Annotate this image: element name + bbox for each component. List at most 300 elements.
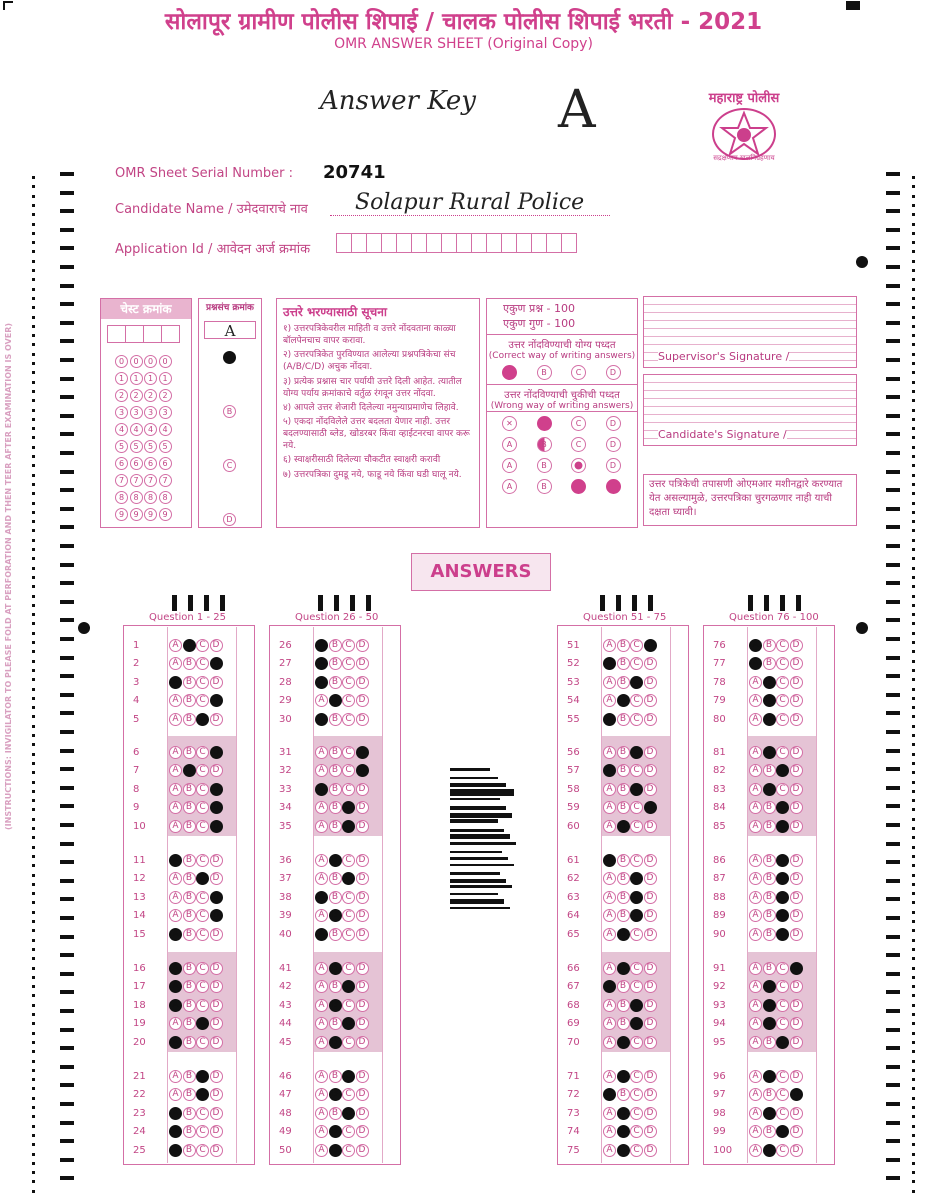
answer-bubble-b[interactable]: B: [329, 872, 342, 885]
answer-bubble-a[interactable]: A: [315, 764, 328, 777]
chest-bubble[interactable]: 7: [144, 474, 157, 487]
answer-bubble-a[interactable]: A: [169, 962, 182, 975]
answer-bubble-d[interactable]: D: [790, 872, 803, 885]
chest-bubble[interactable]: 4: [144, 423, 157, 436]
answer-bubble-a[interactable]: A: [315, 1088, 328, 1101]
answer-bubble-d[interactable]: D: [644, 1125, 657, 1138]
answer-bubble-b[interactable]: B: [183, 1107, 196, 1120]
answer-bubble-b[interactable]: B: [329, 676, 342, 689]
chest-bubble[interactable]: 1: [144, 372, 157, 385]
answer-bubble-c[interactable]: C: [630, 999, 643, 1012]
answer-bubble-d[interactable]: D: [790, 928, 803, 941]
answer-bubble-d[interactable]: D: [644, 657, 657, 670]
answer-bubble-b[interactable]: B: [763, 1017, 776, 1030]
answer-bubble-c[interactable]: C: [630, 820, 643, 833]
answer-bubble-b[interactable]: B: [183, 657, 196, 670]
answer-bubble-b[interactable]: B: [763, 746, 776, 759]
answer-bubble-c[interactable]: C: [342, 1088, 355, 1101]
answer-bubble-b[interactable]: B: [183, 713, 196, 726]
chest-bubble[interactable]: 4: [159, 423, 172, 436]
answer-bubble-a[interactable]: A: [315, 820, 328, 833]
answer-bubble-d[interactable]: D: [356, 1070, 369, 1083]
answer-bubble-c[interactable]: C: [342, 1070, 355, 1083]
answer-bubble-d[interactable]: D: [356, 962, 369, 975]
answer-bubble-c[interactable]: C: [196, 1017, 209, 1030]
answer-bubble-d[interactable]: D: [790, 764, 803, 777]
answer-bubble-a[interactable]: A: [169, 1017, 182, 1030]
answer-bubble-a[interactable]: A: [603, 713, 616, 726]
answer-bubble-d[interactable]: D: [356, 639, 369, 652]
answer-bubble-b[interactable]: B: [183, 1017, 196, 1030]
answer-bubble-a[interactable]: A: [749, 676, 762, 689]
answer-bubble-b[interactable]: B: [183, 854, 196, 867]
answer-bubble-d[interactable]: D: [356, 1144, 369, 1157]
chest-bubble[interactable]: 7: [130, 474, 143, 487]
answer-bubble-d[interactable]: D: [210, 962, 223, 975]
answer-bubble-a[interactable]: A: [603, 872, 616, 885]
answer-bubble-d[interactable]: D: [644, 1070, 657, 1083]
answer-bubble-b[interactable]: B: [183, 676, 196, 689]
answer-bubble-b[interactable]: B: [763, 980, 776, 993]
answer-bubble-a[interactable]: A: [603, 694, 616, 707]
answer-bubble-a[interactable]: A: [169, 1107, 182, 1120]
answer-bubble-b[interactable]: B: [329, 1107, 342, 1120]
answer-bubble-d[interactable]: D: [356, 1088, 369, 1101]
answer-bubble-a[interactable]: A: [749, 928, 762, 941]
answer-bubble-c[interactable]: C: [776, 676, 789, 689]
answer-bubble-a[interactable]: A: [169, 1088, 182, 1101]
chest-bubble[interactable]: 5: [159, 440, 172, 453]
answer-bubble-c[interactable]: C: [776, 1107, 789, 1120]
answer-bubble-a[interactable]: A: [749, 746, 762, 759]
answer-bubble-a[interactable]: A: [169, 1070, 182, 1083]
answer-bubble-d[interactable]: D: [356, 999, 369, 1012]
answer-bubble-b[interactable]: B: [183, 1125, 196, 1138]
answer-bubble-b[interactable]: B: [183, 746, 196, 759]
chest-bubble[interactable]: 9: [115, 508, 128, 521]
chest-bubble[interactable]: 9: [144, 508, 157, 521]
answer-bubble-c[interactable]: C: [630, 962, 643, 975]
answer-bubble-d[interactable]: D: [210, 657, 223, 670]
answer-bubble-a[interactable]: A: [169, 980, 182, 993]
answer-bubble-b[interactable]: B: [763, 1107, 776, 1120]
answer-bubble-d[interactable]: D: [790, 676, 803, 689]
answer-bubble-b[interactable]: B: [329, 801, 342, 814]
chest-bubble[interactable]: 1: [130, 372, 143, 385]
answer-bubble-a[interactable]: A: [315, 909, 328, 922]
answer-bubble-a[interactable]: A: [315, 980, 328, 993]
answer-bubble-d[interactable]: D: [790, 909, 803, 922]
chest-bubble[interactable]: 5: [130, 440, 143, 453]
answer-bubble-d[interactable]: D: [790, 854, 803, 867]
answer-bubble-a[interactable]: A: [169, 999, 182, 1012]
supervisor-signature-box[interactable]: [643, 296, 857, 368]
answer-bubble-b[interactable]: B: [763, 764, 776, 777]
answer-bubble-a[interactable]: A: [749, 820, 762, 833]
answer-bubble-c[interactable]: C: [342, 694, 355, 707]
answer-bubble-c[interactable]: C: [776, 999, 789, 1012]
answer-bubble-c[interactable]: C: [342, 801, 355, 814]
series-bubble-c[interactable]: C: [223, 459, 236, 472]
answer-bubble-d[interactable]: D: [210, 783, 223, 796]
answer-bubble-c[interactable]: C: [776, 694, 789, 707]
answer-bubble-d[interactable]: D: [790, 1017, 803, 1030]
answer-bubble-d[interactable]: D: [644, 694, 657, 707]
answer-bubble-d[interactable]: D: [790, 694, 803, 707]
answer-bubble-d[interactable]: D: [644, 980, 657, 993]
answer-bubble-a[interactable]: A: [169, 783, 182, 796]
answer-bubble-b[interactable]: B: [617, 1070, 630, 1083]
answer-bubble-b[interactable]: B: [617, 962, 630, 975]
answer-bubble-d[interactable]: D: [790, 713, 803, 726]
answer-bubble-d[interactable]: D: [790, 820, 803, 833]
answer-bubble-d[interactable]: D: [356, 713, 369, 726]
answer-bubble-c[interactable]: C: [776, 764, 789, 777]
answer-bubble-d[interactable]: D: [210, 676, 223, 689]
answer-bubble-d[interactable]: D: [210, 999, 223, 1012]
answer-bubble-d[interactable]: D: [644, 999, 657, 1012]
answer-bubble-c[interactable]: C: [776, 1017, 789, 1030]
answer-bubble-d[interactable]: D: [210, 1144, 223, 1157]
chest-bubble[interactable]: 2: [115, 389, 128, 402]
answer-bubble-c[interactable]: C: [630, 1125, 643, 1138]
answer-bubble-d[interactable]: D: [644, 783, 657, 796]
answer-bubble-a[interactable]: A: [315, 962, 328, 975]
answer-bubble-d[interactable]: D: [210, 891, 223, 904]
answer-bubble-d[interactable]: D: [356, 854, 369, 867]
application-id-boxes[interactable]: [336, 233, 576, 253]
answer-bubble-b[interactable]: B: [329, 980, 342, 993]
answer-bubble-a[interactable]: A: [169, 764, 182, 777]
answer-bubble-b[interactable]: B: [763, 962, 776, 975]
chest-bubble[interactable]: 3: [115, 406, 128, 419]
answer-bubble-d[interactable]: D: [210, 1017, 223, 1030]
chest-bubble[interactable]: 3: [130, 406, 143, 419]
chest-bubble[interactable]: 0: [130, 355, 143, 368]
answer-bubble-a[interactable]: A: [169, 909, 182, 922]
answer-bubble-c[interactable]: C: [342, 639, 355, 652]
answer-bubble-c[interactable]: C: [776, 854, 789, 867]
answer-bubble-d[interactable]: D: [644, 713, 657, 726]
answer-bubble-b[interactable]: B: [617, 909, 630, 922]
answer-bubble-a[interactable]: A: [749, 962, 762, 975]
chest-bubble[interactable]: 3: [144, 406, 157, 419]
answer-bubble-c[interactable]: C: [342, 891, 355, 904]
answer-bubble-b[interactable]: B: [329, 891, 342, 904]
answer-bubble-d[interactable]: D: [210, 764, 223, 777]
candidate-name-value[interactable]: Solapur Rural Police: [355, 190, 585, 215]
answer-bubble-a[interactable]: A: [603, 801, 616, 814]
answer-bubble-c[interactable]: C: [342, 909, 355, 922]
answer-bubble-b[interactable]: B: [183, 1144, 196, 1157]
answer-bubble-b[interactable]: B: [329, 694, 342, 707]
series-bubble-a[interactable]: A: [223, 351, 236, 364]
answer-bubble-b[interactable]: B: [183, 928, 196, 941]
answer-bubble-c[interactable]: C: [196, 746, 209, 759]
answer-bubble-a[interactable]: A: [749, 801, 762, 814]
answer-bubble-b[interactable]: B: [763, 891, 776, 904]
answer-bubble-b[interactable]: B: [617, 639, 630, 652]
answer-bubble-a[interactable]: A: [749, 764, 762, 777]
answer-bubble-c[interactable]: C: [196, 694, 209, 707]
answer-bubble-d[interactable]: D: [644, 1107, 657, 1120]
answer-bubble-a[interactable]: A: [603, 746, 616, 759]
answer-bubble-b[interactable]: B: [329, 1125, 342, 1138]
answer-bubble-a[interactable]: A: [749, 909, 762, 922]
answer-bubble-c[interactable]: C: [342, 1017, 355, 1030]
chest-bubble[interactable]: 5: [144, 440, 157, 453]
answer-bubble-d[interactable]: D: [356, 891, 369, 904]
answer-bubble-d[interactable]: D: [790, 962, 803, 975]
answer-bubble-d[interactable]: D: [644, 1036, 657, 1049]
answer-bubble-b[interactable]: B: [183, 1088, 196, 1101]
answer-bubble-b[interactable]: B: [183, 1036, 196, 1049]
answer-bubble-c[interactable]: C: [776, 980, 789, 993]
answer-bubble-b[interactable]: B: [329, 1017, 342, 1030]
answer-bubble-b[interactable]: B: [329, 764, 342, 777]
answer-bubble-a[interactable]: A: [315, 713, 328, 726]
answer-bubble-b[interactable]: B: [183, 962, 196, 975]
answer-bubble-b[interactable]: B: [617, 657, 630, 670]
answer-bubble-d[interactable]: D: [210, 801, 223, 814]
candidate-signature-box[interactable]: [643, 374, 857, 446]
chest-bubble[interactable]: 6: [144, 457, 157, 470]
answer-bubble-c[interactable]: C: [342, 980, 355, 993]
answer-bubble-a[interactable]: A: [603, 1036, 616, 1049]
answer-bubble-c[interactable]: C: [630, 1017, 643, 1030]
answer-bubble-c[interactable]: C: [342, 1144, 355, 1157]
answer-bubble-c[interactable]: C: [342, 713, 355, 726]
answer-bubble-c[interactable]: C: [776, 909, 789, 922]
answer-bubble-a[interactable]: A: [169, 928, 182, 941]
answer-bubble-a[interactable]: A: [603, 783, 616, 796]
answer-bubble-b[interactable]: B: [329, 999, 342, 1012]
answer-bubble-d[interactable]: D: [210, 713, 223, 726]
answer-bubble-b[interactable]: B: [763, 657, 776, 670]
answer-bubble-d[interactable]: D: [210, 639, 223, 652]
answer-bubble-c[interactable]: C: [776, 657, 789, 670]
answer-bubble-c[interactable]: C: [776, 713, 789, 726]
series-handwritten[interactable]: A: [204, 321, 256, 339]
answer-bubble-d[interactable]: D: [790, 657, 803, 670]
answer-bubble-d[interactable]: D: [210, 928, 223, 941]
answer-bubble-b[interactable]: B: [183, 909, 196, 922]
answer-bubble-a[interactable]: A: [315, 1107, 328, 1120]
chest-bubble[interactable]: 9: [130, 508, 143, 521]
answer-bubble-a[interactable]: A: [169, 657, 182, 670]
answer-bubble-a[interactable]: A: [603, 1070, 616, 1083]
answer-bubble-d[interactable]: D: [356, 820, 369, 833]
answer-bubble-c[interactable]: C: [342, 820, 355, 833]
answer-bubble-d[interactable]: D: [356, 872, 369, 885]
answer-bubble-d[interactable]: D: [644, 639, 657, 652]
answer-bubble-d[interactable]: D: [790, 980, 803, 993]
answer-bubble-c[interactable]: C: [196, 783, 209, 796]
chest-bubble[interactable]: 2: [159, 389, 172, 402]
chest-bubble-grid[interactable]: [115, 349, 191, 519]
answer-bubble-d[interactable]: D: [356, 1017, 369, 1030]
answer-bubble-a[interactable]: A: [603, 999, 616, 1012]
answer-bubble-d[interactable]: D: [790, 1107, 803, 1120]
answer-bubble-c[interactable]: C: [776, 783, 789, 796]
answer-bubble-b[interactable]: B: [617, 854, 630, 867]
answer-bubble-d[interactable]: D: [210, 1070, 223, 1083]
chest-bubble[interactable]: 9: [159, 508, 172, 521]
answer-bubble-a[interactable]: A: [603, 854, 616, 867]
answer-bubble-d[interactable]: D: [644, 928, 657, 941]
answer-bubble-d[interactable]: D: [790, 1125, 803, 1138]
answer-bubble-b[interactable]: B: [617, 1125, 630, 1138]
answer-bubble-d[interactable]: D: [644, 962, 657, 975]
answer-bubble-b[interactable]: B: [763, 801, 776, 814]
answer-bubble-a[interactable]: A: [315, 694, 328, 707]
answer-bubble-c[interactable]: C: [776, 1144, 789, 1157]
answer-bubble-c[interactable]: C: [342, 657, 355, 670]
answer-bubble-c[interactable]: C: [630, 764, 643, 777]
answer-bubble-c[interactable]: C: [630, 1088, 643, 1101]
answer-bubble-d[interactable]: D: [790, 801, 803, 814]
answer-bubble-a[interactable]: A: [169, 872, 182, 885]
answer-bubble-d[interactable]: D: [356, 783, 369, 796]
answer-bubble-a[interactable]: A: [169, 820, 182, 833]
answer-bubble-a[interactable]: A: [749, 891, 762, 904]
answer-bubble-a[interactable]: A: [169, 891, 182, 904]
answer-bubble-c[interactable]: C: [342, 1036, 355, 1049]
answer-bubble-a[interactable]: A: [315, 1036, 328, 1049]
answer-bubble-d[interactable]: D: [210, 854, 223, 867]
answer-bubble-b[interactable]: B: [763, 783, 776, 796]
answer-bubble-b[interactable]: B: [329, 1070, 342, 1083]
answer-bubble-c[interactable]: C: [196, 909, 209, 922]
answer-bubble-a[interactable]: A: [603, 1017, 616, 1030]
answer-bubble-d[interactable]: D: [356, 1107, 369, 1120]
answer-bubble-c[interactable]: C: [630, 1036, 643, 1049]
answer-bubble-a[interactable]: A: [315, 783, 328, 796]
answer-bubble-b[interactable]: B: [617, 1017, 630, 1030]
answer-bubble-a[interactable]: A: [603, 909, 616, 922]
answer-bubble-b[interactable]: B: [763, 1125, 776, 1138]
answer-bubble-a[interactable]: A: [315, 1125, 328, 1138]
answer-bubble-a[interactable]: A: [603, 676, 616, 689]
answer-bubble-d[interactable]: D: [790, 1036, 803, 1049]
answer-bubble-b[interactable]: B: [617, 764, 630, 777]
answer-bubble-a[interactable]: A: [603, 764, 616, 777]
answer-bubble-c[interactable]: C: [196, 980, 209, 993]
answer-bubble-d[interactable]: D: [210, 746, 223, 759]
series-bubble-b[interactable]: B: [223, 405, 236, 418]
answer-bubble-b[interactable]: B: [183, 980, 196, 993]
answer-bubble-a[interactable]: A: [315, 999, 328, 1012]
answer-bubble-c[interactable]: C: [630, 801, 643, 814]
answer-bubble-d[interactable]: D: [356, 1036, 369, 1049]
answer-bubble-a[interactable]: A: [315, 676, 328, 689]
answer-bubble-d[interactable]: D: [210, 820, 223, 833]
answer-bubble-b[interactable]: B: [183, 783, 196, 796]
answer-bubble-a[interactable]: A: [603, 980, 616, 993]
answer-bubble-b[interactable]: B: [763, 872, 776, 885]
answer-bubble-a[interactable]: A: [169, 713, 182, 726]
answer-bubble-b[interactable]: B: [617, 1088, 630, 1101]
answer-bubble-b[interactable]: B: [329, 1144, 342, 1157]
answer-bubble-c[interactable]: C: [196, 713, 209, 726]
answer-bubble-d[interactable]: D: [790, 891, 803, 904]
answer-bubble-c[interactable]: C: [196, 820, 209, 833]
answer-bubble-a[interactable]: A: [315, 657, 328, 670]
answer-bubble-b[interactable]: B: [763, 1144, 776, 1157]
chest-bubble[interactable]: 2: [144, 389, 157, 402]
answer-bubble-c[interactable]: C: [776, 639, 789, 652]
answer-bubble-c[interactable]: C: [342, 764, 355, 777]
answer-bubble-d[interactable]: D: [644, 909, 657, 922]
answer-bubble-b[interactable]: B: [329, 928, 342, 941]
answer-bubble-c[interactable]: C: [776, 872, 789, 885]
answer-bubble-c[interactable]: C: [630, 1070, 643, 1083]
answer-bubble-a[interactable]: A: [749, 1144, 762, 1157]
answer-bubble-d[interactable]: D: [790, 1144, 803, 1157]
answer-bubble-c[interactable]: C: [630, 713, 643, 726]
answer-bubble-a[interactable]: A: [749, 1125, 762, 1138]
answer-bubble-b[interactable]: B: [617, 1107, 630, 1120]
chest-bubble[interactable]: 8: [130, 491, 143, 504]
answer-bubble-c[interactable]: C: [630, 872, 643, 885]
answer-bubble-a[interactable]: A: [749, 999, 762, 1012]
answer-bubble-c[interactable]: C: [196, 928, 209, 941]
answer-bubble-a[interactable]: A: [603, 891, 616, 904]
answer-bubble-b[interactable]: B: [329, 713, 342, 726]
answer-bubble-a[interactable]: A: [603, 1088, 616, 1101]
answer-bubble-c[interactable]: C: [630, 746, 643, 759]
answer-bubble-b[interactable]: B: [763, 639, 776, 652]
chest-bubble[interactable]: 4: [115, 423, 128, 436]
answer-bubble-b[interactable]: B: [183, 764, 196, 777]
answer-bubble-c[interactable]: C: [630, 783, 643, 796]
answer-bubble-a[interactable]: A: [315, 928, 328, 941]
answer-bubble-d[interactable]: D: [356, 1125, 369, 1138]
answer-bubble-c[interactable]: C: [776, 1125, 789, 1138]
answer-bubble-d[interactable]: D: [210, 1107, 223, 1120]
answer-bubble-a[interactable]: A: [603, 1125, 616, 1138]
answer-bubble-d[interactable]: D: [790, 999, 803, 1012]
answer-bubble-c[interactable]: C: [196, 872, 209, 885]
answer-bubble-a[interactable]: A: [749, 657, 762, 670]
answer-bubble-c[interactable]: C: [776, 962, 789, 975]
answer-bubble-c[interactable]: C: [196, 1144, 209, 1157]
answer-bubble-a[interactable]: A: [749, 639, 762, 652]
answer-bubble-b[interactable]: B: [183, 872, 196, 885]
answer-bubble-c[interactable]: C: [776, 1070, 789, 1083]
answer-bubble-b[interactable]: B: [617, 999, 630, 1012]
answer-bubble-b[interactable]: B: [763, 713, 776, 726]
answer-bubble-a[interactable]: A: [315, 1017, 328, 1030]
chest-bubble[interactable]: 4: [130, 423, 143, 436]
answer-bubble-b[interactable]: B: [617, 801, 630, 814]
answer-bubble-b[interactable]: B: [183, 639, 196, 652]
answer-bubble-a[interactable]: A: [749, 980, 762, 993]
answer-bubble-b[interactable]: B: [183, 801, 196, 814]
answer-bubble-b[interactable]: B: [617, 891, 630, 904]
answer-bubble-d[interactable]: D: [356, 909, 369, 922]
chest-bubble[interactable]: 1: [115, 372, 128, 385]
answer-bubble-c[interactable]: C: [342, 1107, 355, 1120]
answer-bubble-c[interactable]: C: [342, 962, 355, 975]
answer-bubble-a[interactable]: A: [603, 639, 616, 652]
answer-bubble-b[interactable]: B: [183, 891, 196, 904]
answer-bubble-a[interactable]: A: [315, 801, 328, 814]
answer-bubble-c[interactable]: C: [196, 1088, 209, 1101]
answer-bubble-d[interactable]: D: [356, 928, 369, 941]
answer-bubble-a[interactable]: A: [749, 713, 762, 726]
answer-bubble-d[interactable]: D: [356, 676, 369, 689]
